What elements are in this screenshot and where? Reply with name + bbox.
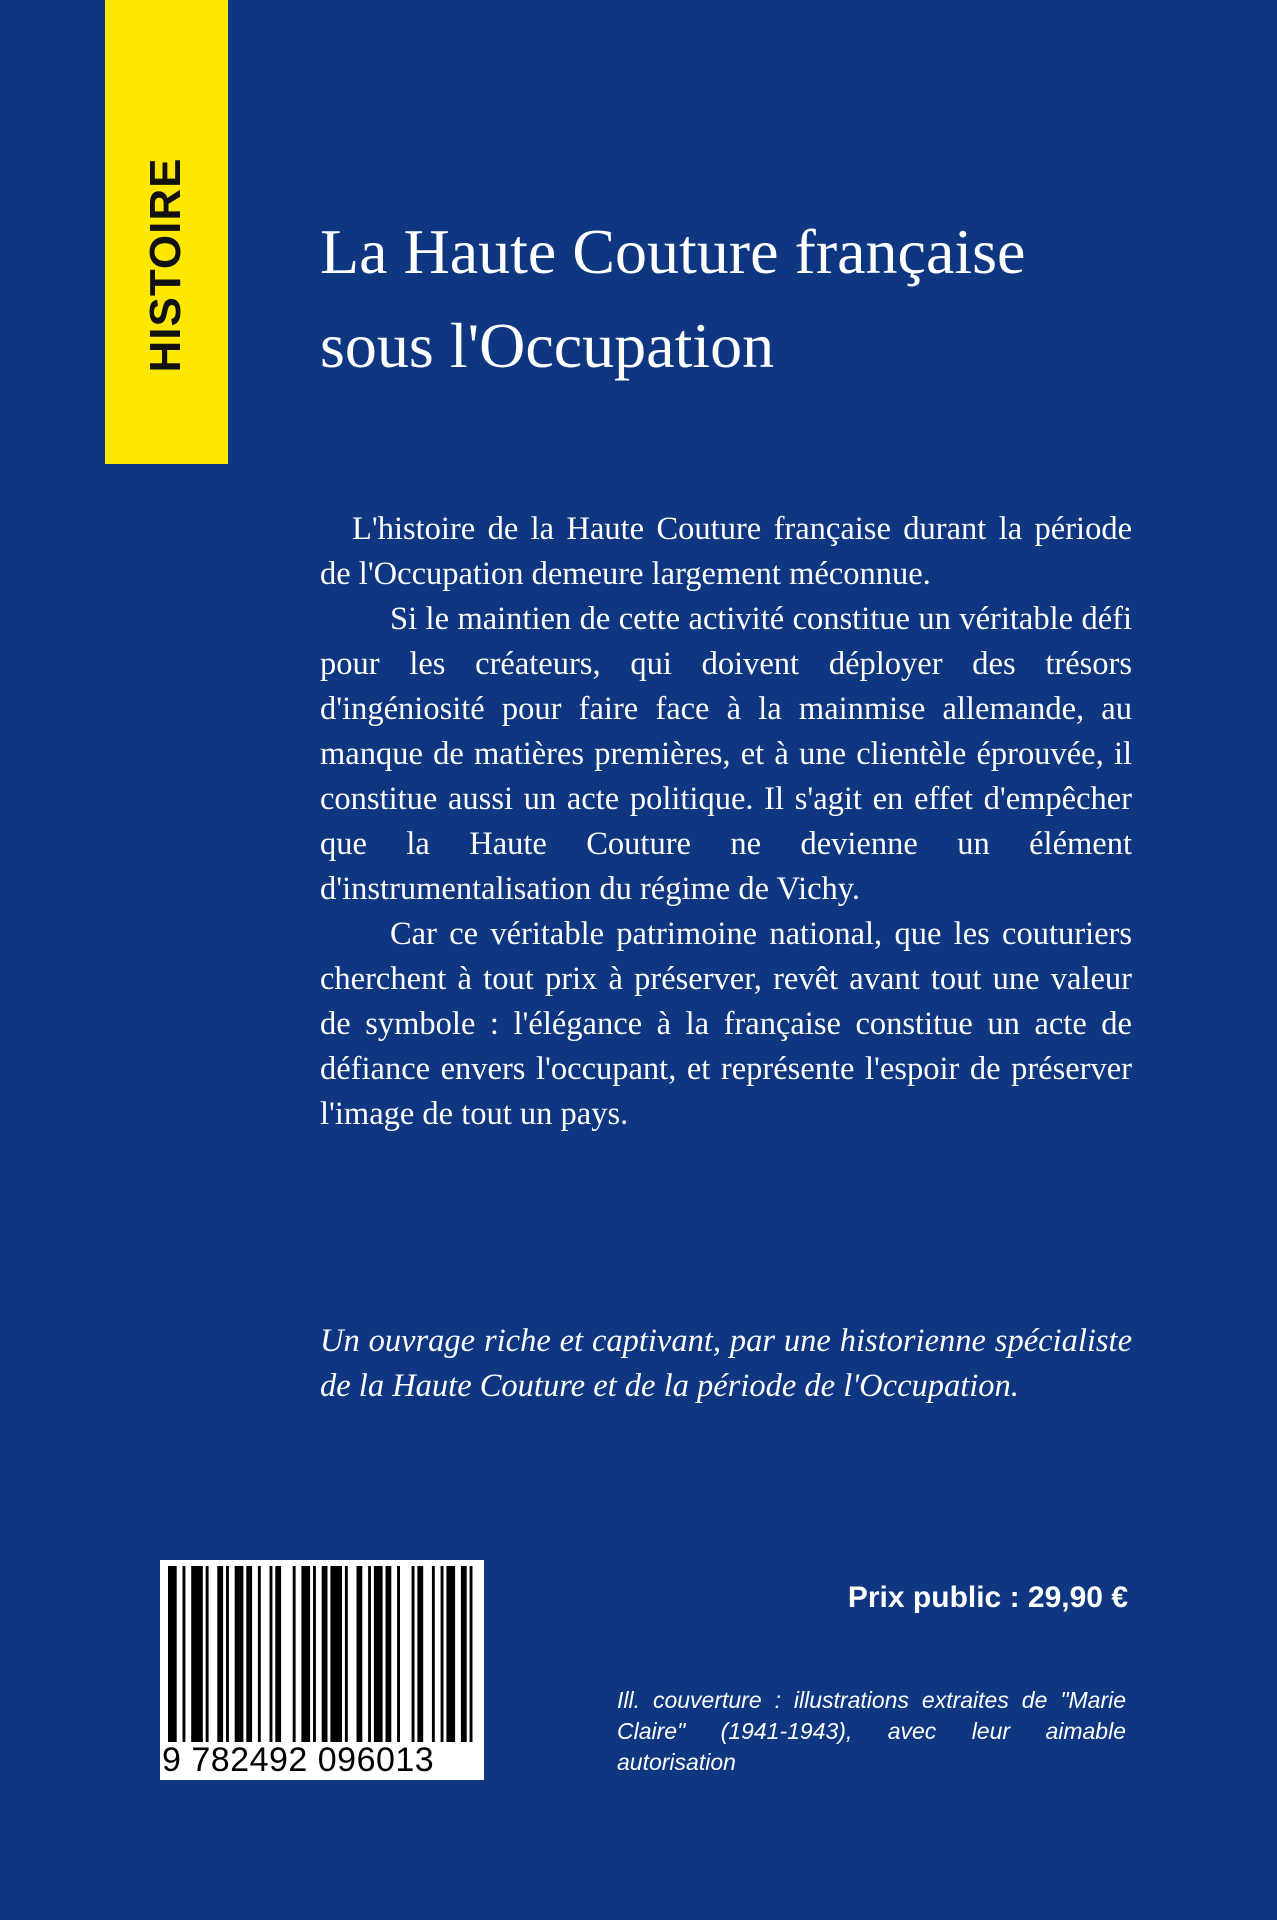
barcode-bar	[432, 1566, 435, 1742]
barcode-bar	[191, 1566, 203, 1742]
price: Prix public : 29,90 €	[847, 1581, 1128, 1614]
book-title-line-1: La Haute Couture française	[320, 216, 1026, 287]
barcode-bar	[217, 1566, 223, 1742]
barcode-bar	[386, 1566, 392, 1742]
isbn-digits: 9 782492 096013	[162, 1741, 435, 1779]
barcode-bar	[412, 1566, 415, 1742]
barcode-bar	[293, 1566, 296, 1742]
barcode-bar	[461, 1566, 467, 1742]
barcode-bar	[357, 1566, 363, 1742]
barcode-bar	[246, 1566, 252, 1742]
barcode-bar	[168, 1566, 177, 1742]
barcode-bar	[470, 1566, 473, 1742]
barcode-bar	[275, 1566, 281, 1742]
isbn-barcode	[160, 1560, 484, 1780]
barcode-bar	[206, 1566, 209, 1742]
barcode-bar	[330, 1566, 342, 1742]
book-title-line-2: sous l'Occupation	[320, 310, 775, 381]
blurb-paragraph-1: L'histoire de la Haute Couture française durant la période de l'Occupation demeure largement méconnue.	[320, 511, 1132, 592]
blurb-paragraph-2: Si le maintien de cette activité constitue un véritable défi pour les créateurs, qui doivent déployer des trésors d'ingéniosité pour faire face à la mainmise allemande, au manque de matières premières, et à une clientèle éprouvée, il constitue aussi un acte politique. Il s'agit en effet d'empêcher que la Haute Couture ne devienne un élément d'instrumentalisation du régime de Vichy.	[320, 601, 1132, 907]
barcode-bar	[368, 1566, 371, 1742]
barcode-bar	[446, 1566, 455, 1742]
barcode-bar	[258, 1566, 261, 1742]
barcode-bar	[301, 1566, 310, 1742]
blurb	[320, 507, 1132, 1137]
barcode-bar	[397, 1566, 400, 1742]
tagline: Un ouvrage riche et captivant, par une historienne spécialiste de la Haute Couture et de la période de l'Occupation.	[320, 1323, 1132, 1404]
barcode-bar	[226, 1566, 229, 1742]
barcode-bar	[183, 1566, 186, 1742]
barcode-bar	[345, 1566, 348, 1742]
blurb-paragraph-3: Car ce véritable patrimoine national, que les couturiers cherchent à tout prix à préserver, revêt avant tout une valeur de symbole : l'élégance à la française constitue un acte de défiance envers l'occupant, et représente l'espoir de préserver l'image de tout un pays.	[320, 916, 1132, 1132]
barcode-bar	[374, 1566, 383, 1742]
barcode-bar	[417, 1566, 423, 1742]
barcode-bar	[322, 1566, 328, 1742]
barcode-bars	[160, 1560, 484, 1742]
barcode-bar	[313, 1566, 316, 1742]
barcode-bar	[270, 1566, 273, 1742]
barcode-bar	[441, 1566, 444, 1742]
book-title	[320, 205, 1220, 393]
cover-credit: Ill. couverture : illustrations extraites de "Marie Claire" (1941-1943), avec leur aimable autorisation	[617, 1687, 1126, 1775]
barcode-bar	[235, 1566, 244, 1742]
category-label: HISTOIRE	[141, 157, 190, 373]
